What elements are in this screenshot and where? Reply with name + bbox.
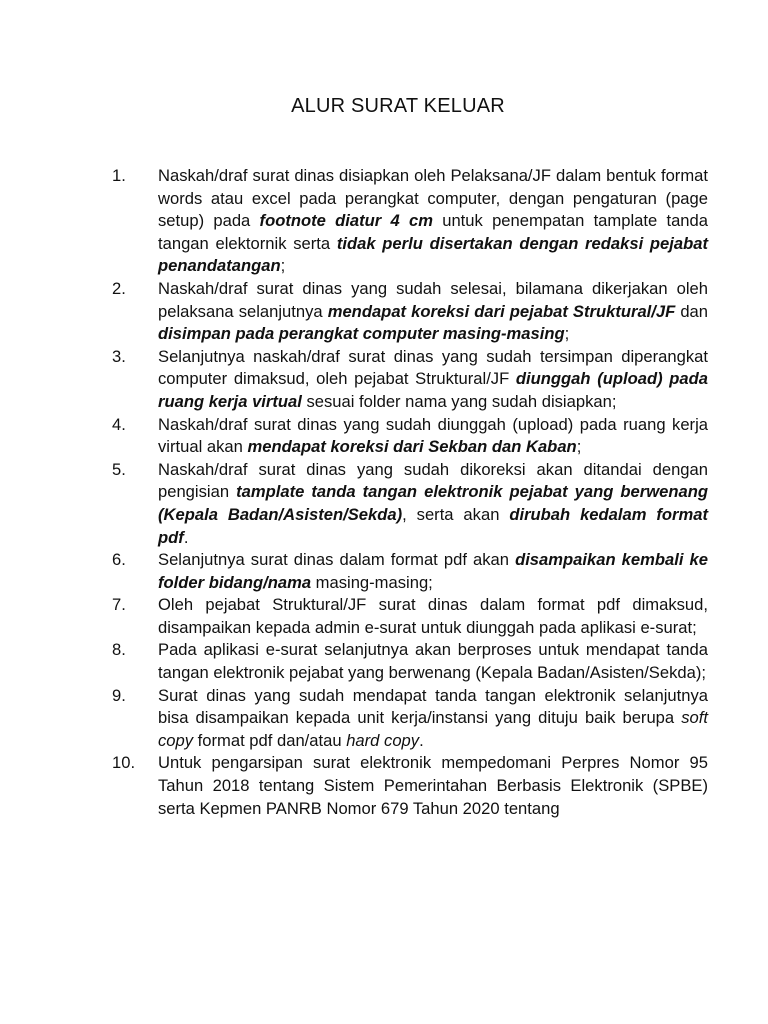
emphasis-text: diunggah (upload) pada ruang kerja virtual (158, 369, 708, 411)
list-item-number: 2. (112, 278, 126, 298)
list-item-text (158, 685, 708, 753)
body-text: , serta akan (402, 504, 510, 524)
body-text: Pada aplikasi e-surat selanjutnya akan berproses untuk mendapat tanda tangan elektronik pejabat yang berwenang (Kepala Badan/Asisten/Sekda); (158, 640, 708, 683)
list-item-number: 10. (112, 753, 136, 773)
list-item-number: 1. (112, 166, 126, 185)
list-item (112, 549, 708, 594)
body-text: masing-masing; (311, 572, 433, 592)
emphasis-text: disampaikan kembali ke folder bidang/nama (158, 550, 708, 592)
list-item-number: 6. (112, 550, 126, 570)
procedure-list (112, 165, 708, 820)
list-item-number: 5. (112, 459, 126, 479)
emphasis-text: mendapat koreksi dari pejabat Struktural/JF (327, 301, 676, 321)
body-text: Naskah/draf surat dinas yang sudah dikoreksi akan ditandai dengan pengisian (158, 459, 708, 502)
list-item (112, 459, 708, 549)
list-item (112, 639, 708, 684)
body-text: ; (564, 324, 570, 344)
list-item-number: 7. (112, 595, 126, 615)
list-item-text (158, 414, 708, 459)
list-item-number: 3. (112, 346, 126, 366)
list-item (112, 414, 708, 459)
body-text: . (419, 730, 424, 750)
list-item (112, 752, 708, 820)
emphasis-text: tidak perlu disertakan dengan redaksi pejabat penandatangan (158, 233, 708, 276)
list-item-number: 9. (112, 685, 126, 705)
body-text: Naskah/draf surat dinas yang sudah selesai, bilamana dikerjakan oleh pelaksana selanjutnya (158, 278, 708, 321)
emphasis-text: dirubah kedalam format pdf (158, 504, 709, 547)
list-item (112, 346, 708, 414)
body-text: ; (576, 437, 582, 457)
list-item-text (158, 594, 708, 639)
list-item-text (158, 165, 708, 278)
list-item-text (158, 278, 708, 346)
body-text: Oleh pejabat Struktural/JF surat dinas dalam format pdf dimaksud, disampaikan kepada admin e-surat untuk diunggah pada aplikasi e-surat; (158, 595, 708, 637)
body-text: Surat dinas yang sudah mendapat tanda tangan elektronik selanjutnya bisa disampaikan kepada unit kerja/instansi yang dituju baik berupa (158, 685, 708, 728)
body-text: untuk penempatan tamplate tanda tangan elektornik serta (158, 211, 708, 253)
body-text: . (183, 527, 189, 547)
list-item-text (158, 639, 708, 684)
list-item-text (158, 752, 708, 820)
emphasis-text: tamplate tanda tangan elektronik pejabat yang berwenang (Kepala Badan/Asisten/Sekda) (158, 482, 709, 524)
list-item-number: 8. (112, 640, 126, 660)
list-item-number: 4. (112, 414, 126, 434)
body-text: Selanjutnya naskah/draf surat dinas yang sudah tersimpan diperangkat computer dimaksud, oleh pejabat Struktural/JF (158, 346, 708, 389)
emphasis-text: mendapat koreksi dari Sekban dan Kaban (247, 437, 577, 457)
body-text: Selanjutnya surat dinas dalam format pdf akan (158, 550, 516, 570)
list-item (112, 685, 708, 753)
list-item (112, 278, 708, 346)
list-item-text (158, 459, 708, 549)
list-item (112, 165, 708, 278)
body-text: Naskah/draf surat dinas disiapkan oleh Pelaksana/JF dalam bentuk format words atau excel pada perangkat computer, dengan pengaturan (page setup) pada (158, 166, 708, 231)
emphasis-text: disimpan pada perangkat computer masing-masing (158, 324, 565, 344)
body-text: Untuk pengarsipan surat elektronik mempedomani Perpres Nomor 95 Tahun 2018 tentang Sistem Pemerintahan Berbasis Elektronik (SPBE) serta Kepmen PANRB Nomor 679 Tahun 2020 tentang (158, 753, 708, 818)
body-text: dan (675, 301, 708, 321)
italic-text: soft copy (158, 708, 708, 750)
body-text: sesuai folder nama yang sudah disiapkan; (301, 391, 617, 411)
list-item-text (158, 346, 708, 414)
body-text: format pdf dan/atau (193, 730, 347, 750)
body-text: ; (280, 256, 286, 276)
body-text: Naskah/draf surat dinas yang sudah diunggah (upload) pada ruang kerja virtual akan (158, 414, 708, 457)
document-title: ALUR SURAT KELUAR (291, 95, 505, 117)
emphasis-text: footnote diatur 4 cm (259, 211, 433, 231)
list-item (112, 594, 708, 639)
list-item-text (158, 549, 708, 594)
italic-text: hard copy (346, 730, 420, 750)
